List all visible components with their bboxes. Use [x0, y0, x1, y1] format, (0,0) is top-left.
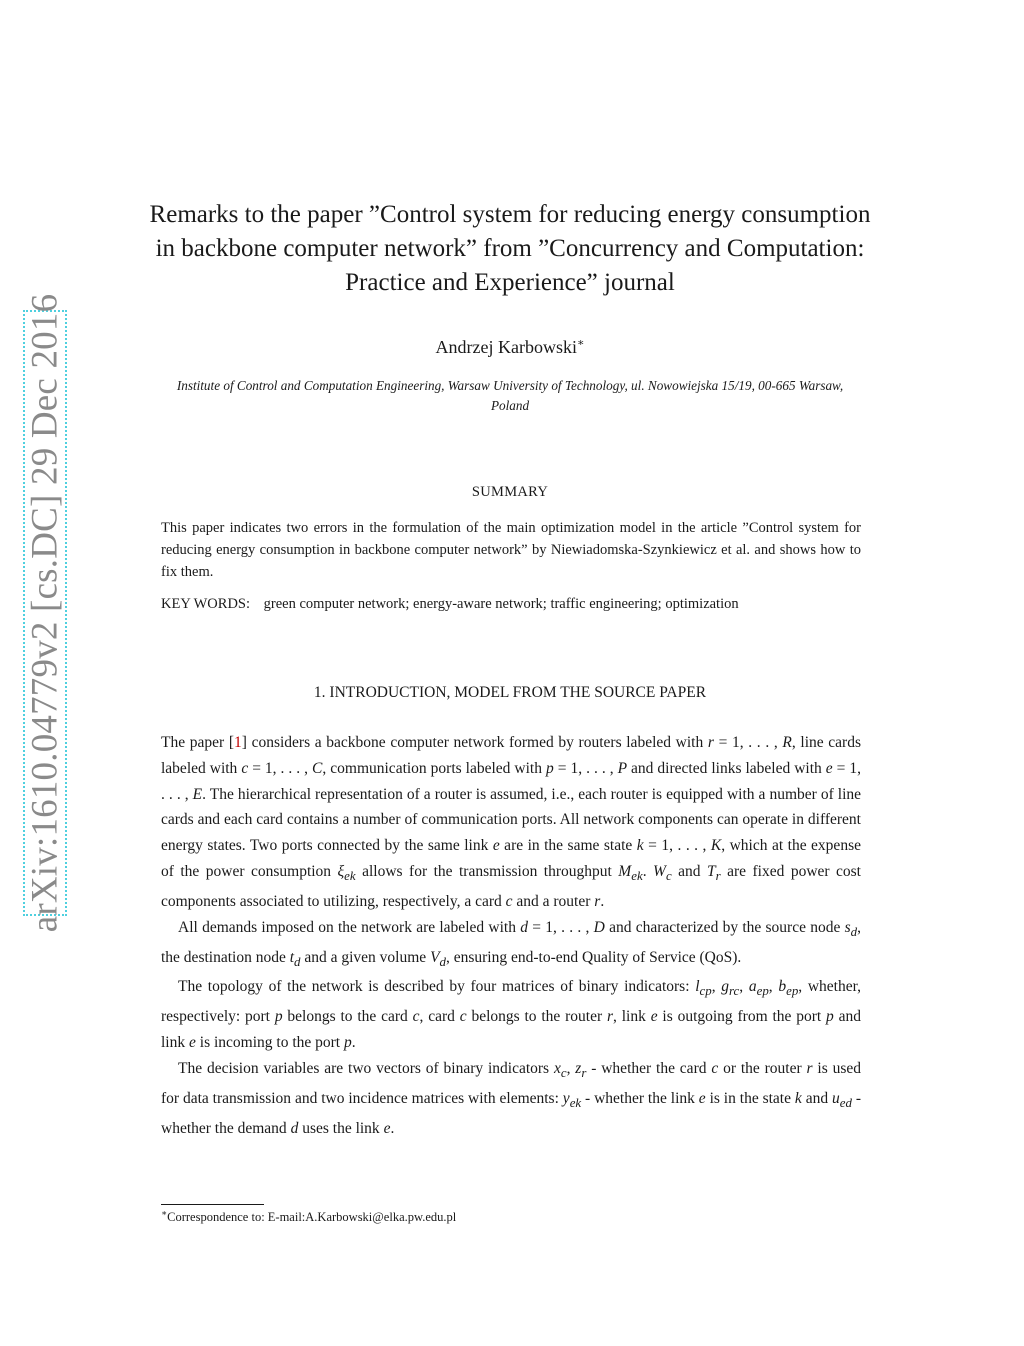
section-body — [161, 730, 861, 1142]
affiliation: Institute of Control and Computation Engineering, Warsaw University of Technology, ul. Nowowiejska 15/19, 00-665 Warsaw, Poland — [176, 378, 844, 413]
summary-text: This paper indicates two errors in the formulation of the main optimization model in the article ”Control system for reducing energy consumption in backbone computer network” by Niewiadomska-Szynkiewicz et al. and shows how to fix them. — [161, 520, 861, 580]
paragraph-2: All demands imposed on the network are labeled with d = 1, . . . , D and characterized by the source node $s_d$, the destination node $t_d$ and a given volume $V_d$, ensuring end-to-end Quality of Service (QoS). — [161, 918, 861, 969]
section-heading: 1. INTRODUCTION, MODEL FROM THE SOURCE PAPER — [313, 684, 707, 701]
arxiv-identifier: arXiv:1610.04779v2 [cs.DC] 29 Dec 2016 — [24, 293, 66, 933]
paragraph-4: The decision variables are two vectors of binary indicators $x_c$, $z_r$ - whether the card c or the router r is used for data transmission and two incidence matrices with elements: $y_{ek}$ - whether the link e is in the state k and $u_{ed}$ - whether the demand d uses the link e. — [161, 1059, 862, 1137]
footnote-mark: ∗ — [161, 1208, 168, 1218]
arxiv-stamp — [23, 293, 67, 933]
summary-heading: SUMMARY — [471, 484, 549, 500]
footnote — [161, 1208, 456, 1225]
keywords-list: green computer network; energy-aware network; traffic engineering; optimization — [263, 596, 739, 612]
keywords-label: KEY WORDS: — [161, 596, 251, 612]
author-footnote-mark: ∗ — [576, 337, 585, 349]
author — [0, 336, 1020, 358]
paragraph-3: The topology of the network is described by four matrices of binary indicators: $l_{cp}$, $g_{rc}$, $a_{ep}$, $b_{ep}$, whether, respectively: port p belongs to the card c, card c belongs to the router r, link e is outgoing from the port p and link e is incoming to the port p. — [161, 978, 862, 1052]
keywords — [161, 593, 861, 615]
author-name: Andrzej Karbowski — [435, 337, 577, 357]
paragraph-1: The paper [1] considers a backbone computer network formed by routers labeled with r = 1, . . . , R, line cards labeled with c = 1, . . . , C, communication ports labeled with p = 1, . . . , P and directed links labeled with e = 1, . . . , E. The hierarchical representation of a router is assumed, i.e., each router is equipped with a number of line cards and each card contains a number of communication ports. All network components can operate in different energy states. Two ports connected by the same link e are in the same state k = 1, . . . , K, which at the expense of the power consumption $\xi_{ek}$ allows for the transmission throughput $M_{ek}$. $W_c$ and $T_r$ are fixed power cost components associated to utilizing, respectively, a card c and a router r. — [161, 734, 862, 910]
footnote-text: Correspondence to: E-mail:A.Karbowski@elka.pw.edu.pl — [167, 1210, 457, 1225]
footnote-rule — [161, 1204, 264, 1205]
paper-title: Remarks to the paper ”Control system for reducing energy consumption in backbone computer network” from ”Concurrency and Computation: Practice and Experience” journal — [149, 201, 871, 296]
citation-link[interactable]: 1 — [234, 734, 242, 751]
